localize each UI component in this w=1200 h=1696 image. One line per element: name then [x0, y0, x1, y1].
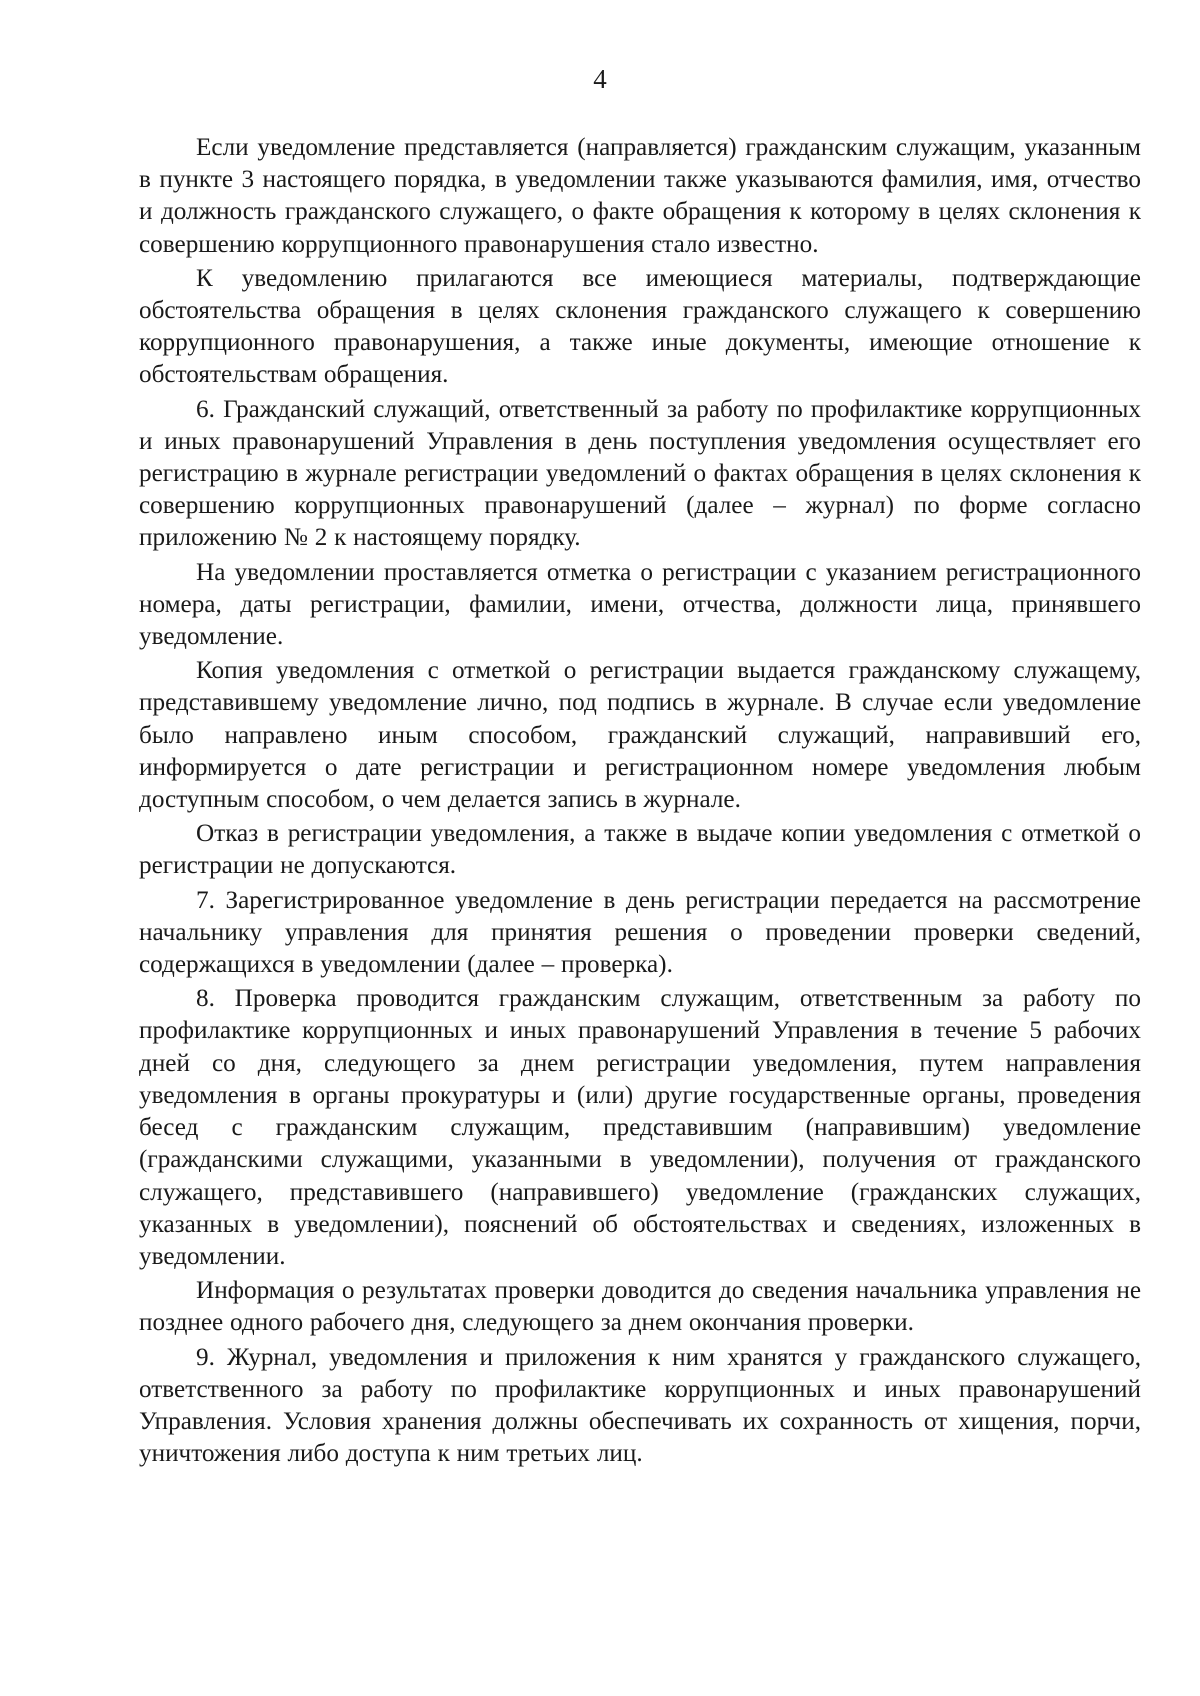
paragraph-refusal-not-allowed: Отказ в регистрации уведомления, а также в выдаче копии уведомления с отметкой о регистрации не допускаются. [139, 820, 1141, 880]
paragraph-item-8-verification: 8. Проверка проводится гражданским служащим, ответственным за работу по профилактике коррупционных и иных правонарушений Управления в течение 5 рабочих дней со дня, следующего за днем регистрации уведомления, путем направления уведомления в органы прокуратуры и (или) другие государственные органы, проведения бесед с гражданским служащим, представившим (направившим) уведомление (гражданскими служащими, указанными в уведомлении), получения от гражданского служащего, представившего (направившего) уведомление (гражданских служащих, указанных в уведомлении), пояснений об обстоятельствах и сведениях, изложенных в уведомлении. [139, 985, 1141, 1270]
paragraph-item-6-registration: 6. Гражданский служащий, ответственный за работу по профилактике коррупционных и иных правонарушений Управления в день поступления уведомления осуществляет его регистрацию в журнале регистрации уведомлений о фактах обращения в целях склонения к совершению коррупционных правонарушений (далее – журнал) по форме согласно приложению № 2 к настоящему порядку. [139, 395, 1141, 552]
paragraph-attached-materials: К уведомлению прилагаются все имеющиеся материалы, подтверждающие обстоятельства обращения в целях склонения гражданского служащего к совершению коррупционного правонарушения, а также иные документы, имеющие отношение к обстоятельствам обращения. [139, 264, 1141, 389]
paragraph-notice-by-servant: Если уведомление представляется (направляется) гражданским служащим, указанным в пункте 3 настоящего порядка, в уведомлении также указываются фамилия, имя, отчество и должность гражданского служащего, о факте обращения к которому в целях склонения к совершению коррупционного правонарушения стало известно. [139, 134, 1141, 258]
paragraph-item-7-transfer: 7. Зарегистрированное уведомление в день регистрации передается на рассмотрение начальнику управления для принятия решения о проведении проверки сведений, содержащихся в уведомлении (далее – проверка). [139, 886, 1141, 979]
page-number: 4 [593, 64, 607, 94]
paragraph-item-9-storage: 9. Журнал, уведомления и приложения к ним хранятся у гражданского служащего, ответственного за работу по профилактике коррупционных и иных правонарушений Управления. Условия хранения должны обеспечивать их сохранность от хищения, порчи, уничтожения либо доступа к ним третьих лиц. [139, 1343, 1141, 1468]
paragraph-verification-results: Информация о результатах проверки доводится до сведения начальника управления не позднее одного рабочего дня, следующего за днем окончания проверки. [139, 1277, 1141, 1337]
paragraph-registration-mark: На уведомлении проставляется отметка о регистрации с указанием регистрационного номера, даты регистрации, фамилии, имени, отчества, должности лица, принявшего уведомление. [139, 558, 1141, 651]
paragraph-copy-issuance: Копия уведомления с отметкой о регистрации выдается гражданскому служащему, представившему уведомление лично, под подпись в журнале. В случае если уведомление было направлено иным способом, гражданский служащий, направивший его, информируется о дате регистрации и регистрационном номере уведомления любым доступным способом, о чем делается запись в журнале. [139, 657, 1141, 814]
document-body [139, 132, 1141, 1472]
